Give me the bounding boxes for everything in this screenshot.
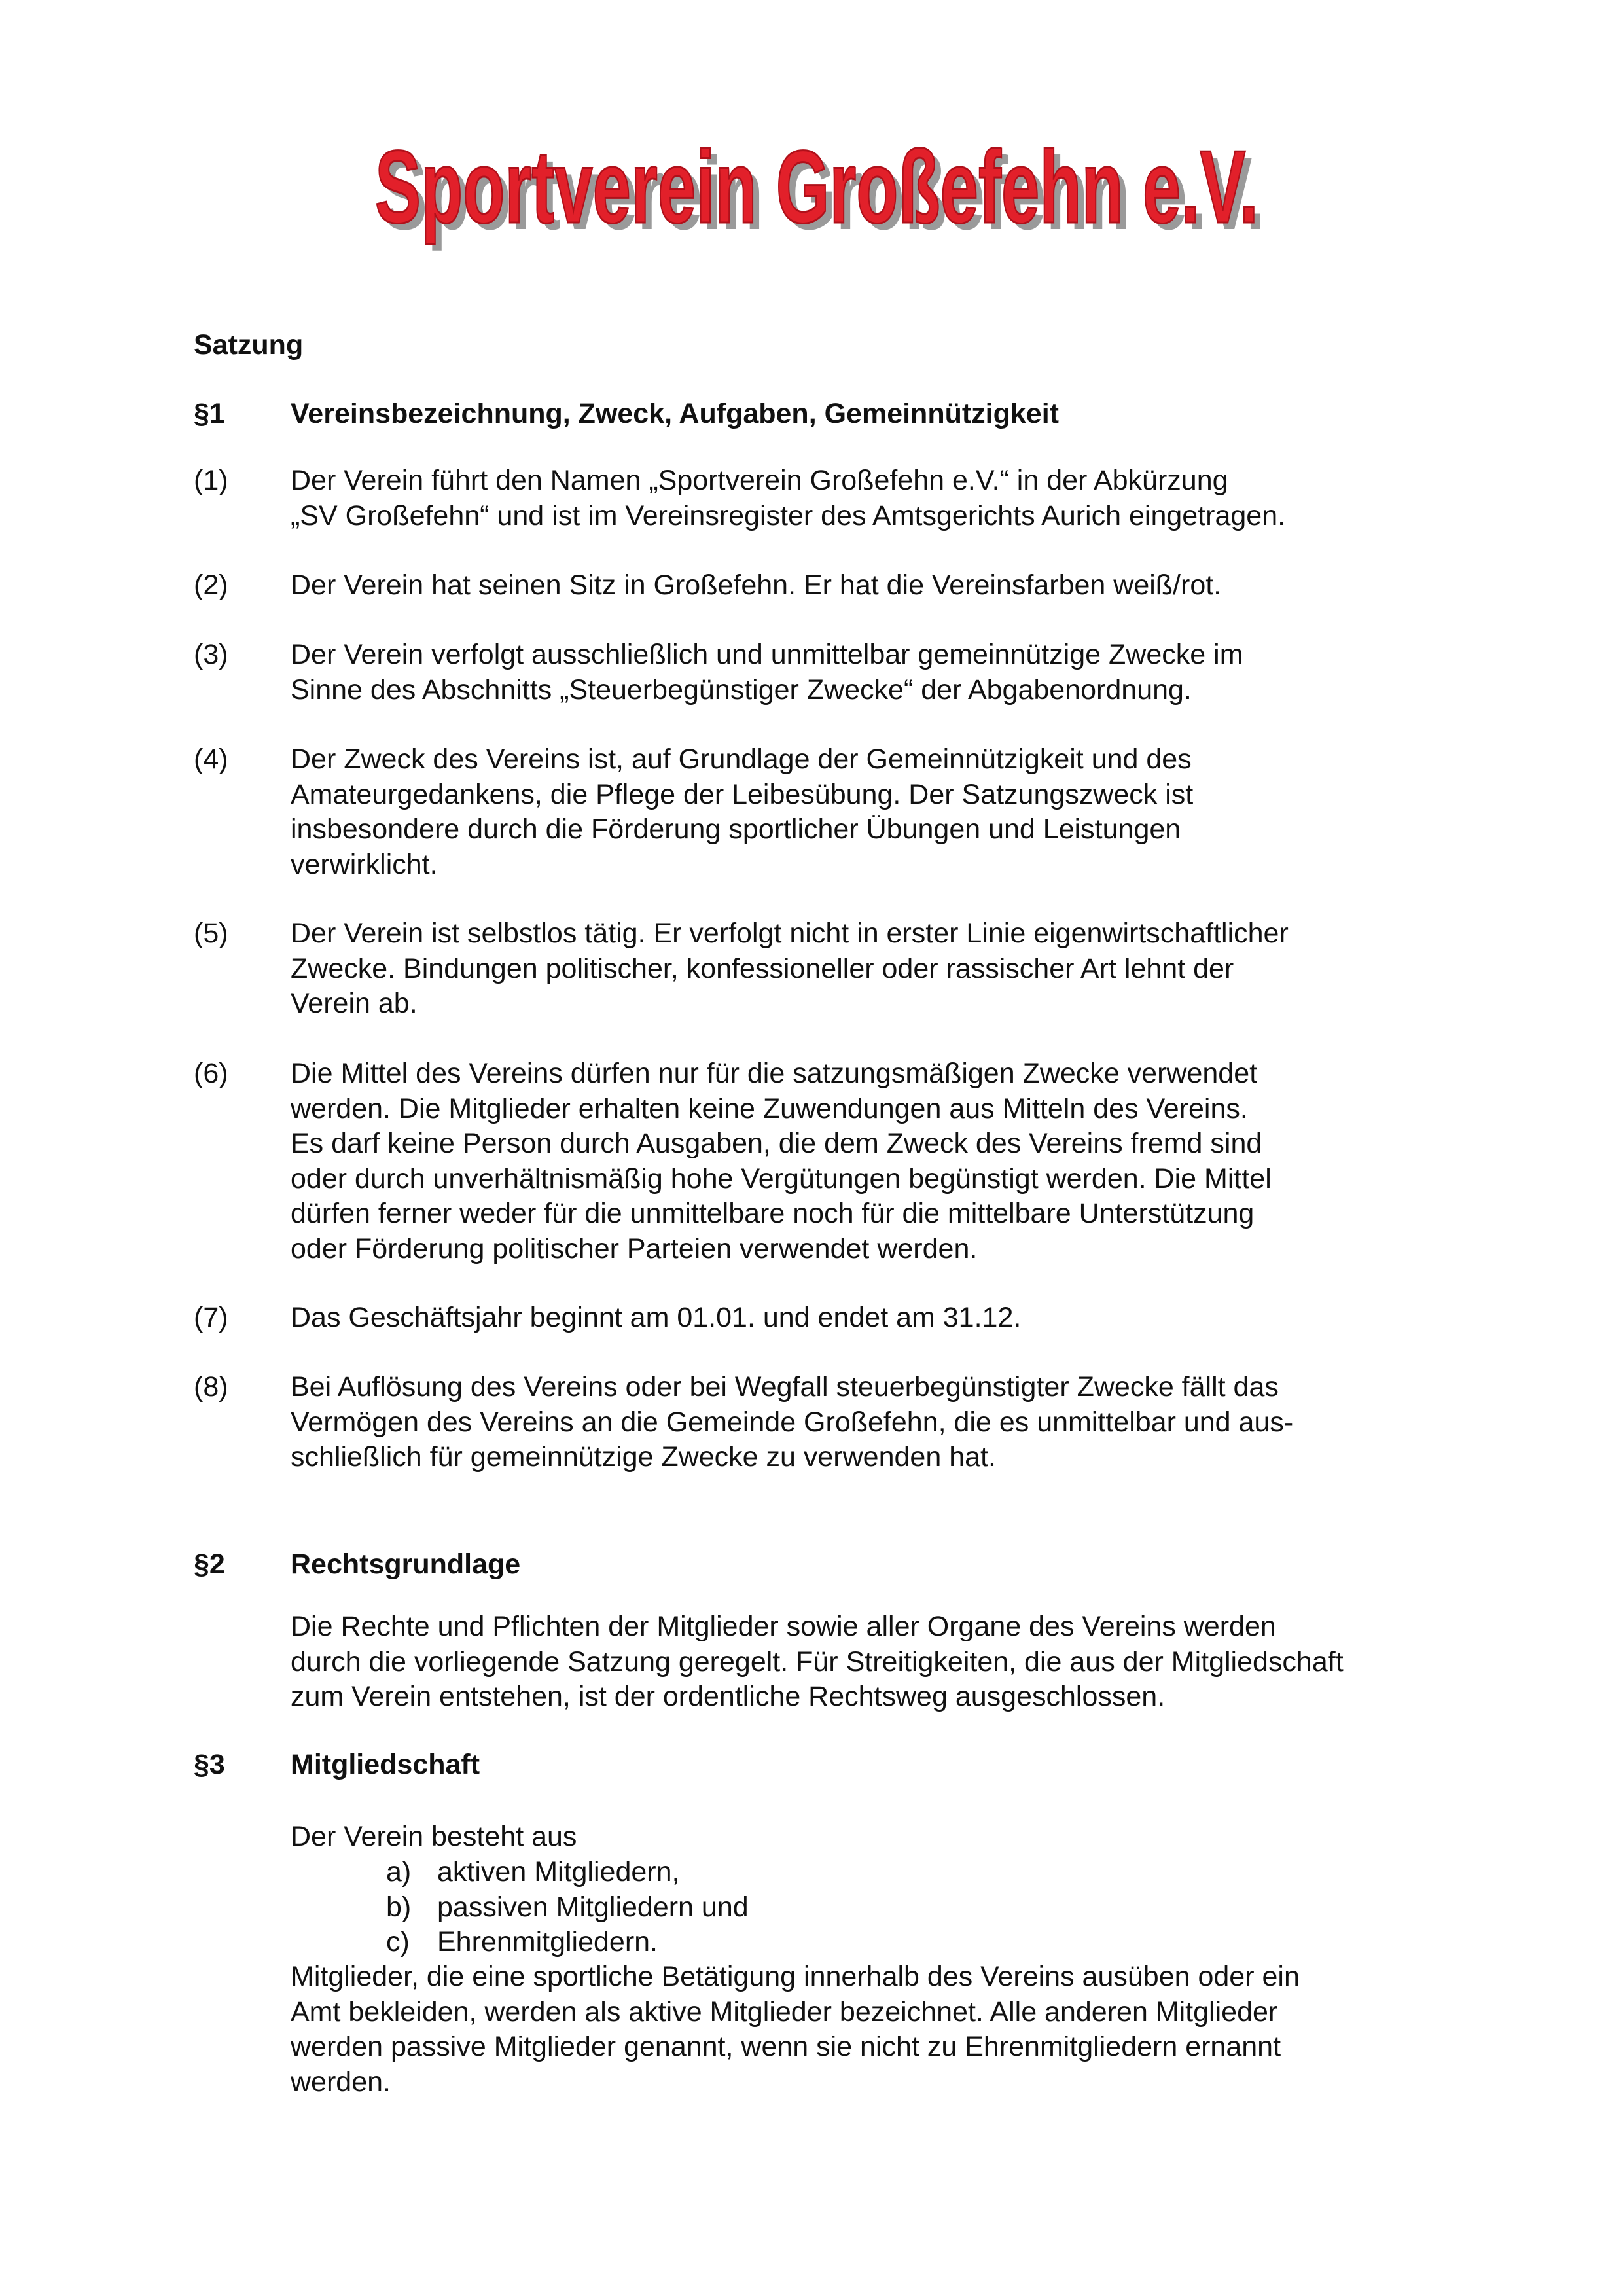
section-title: Rechtsgrundlage [291, 1549, 521, 1580]
paragraph-number: (7) [194, 1302, 228, 1333]
section-3-text: Mitglieder, die eine sportliche Betätigung innerhalb des Vereins ausüben oder ein Amt bekleiden, werden als aktive Mitglieder bezeichnet. Alle anderen Mitglieder werden passive Mitglieder genannt, wenn sie nicht zu Ehrenmitgliedern ernannt werden. [291, 1961, 1300, 2098]
membership-types-list [386, 1855, 749, 1960]
paragraph-text: Der Verein führt den Namen „Sportverein Großefehn e.V.“ in der Abkürzung „SV Großefehn“ und ist im Vereinsregister des Amtsgerichts Aurich eingetragen. [291, 465, 1286, 531]
paragraph-1-4 [194, 742, 1437, 882]
section-3-intro: Der Verein besteht aus [291, 1821, 577, 1852]
paragraph-text: Der Verein ist selbstlos tätig. Er verfolgt nicht in erster Linie eigenwirtschaftlicher Zwecke. Bindungen politischer, konfessioneller oder rassischer Art lehnt der Verein ab. [291, 918, 1289, 1019]
list-item-text: Ehrenmitgliedern. [437, 1926, 658, 1958]
section-2-heading [194, 1549, 520, 1581]
logo-text: Sportverein Großefehn e.V. [375, 130, 1258, 245]
list-marker: c) [386, 1926, 410, 1958]
paragraph-text: Bei Auflösung des Vereins oder bei Wegfall steuerbegünstigter Zwecke fällt das Vermögen des Vereins an die Gemeinde Großefehn, die es unmittelbar und aus- schließlich für gemeinnützige Zwecke zu verwenden hat. [291, 1371, 1294, 1473]
paragraph-number: (5) [194, 918, 228, 949]
list-item [386, 1925, 749, 1960]
paragraph-number: (2) [194, 569, 228, 601]
paragraph-1-8 [194, 1370, 1437, 1475]
list-marker: a) [386, 1856, 412, 1888]
paragraph-number: (3) [194, 639, 228, 670]
list-item-text: aktiven Mitgliedern, [437, 1856, 680, 1888]
list-item [386, 1855, 749, 1890]
section-number: §1 [194, 398, 225, 429]
paragraph-number: (1) [194, 465, 228, 496]
section-1-heading [194, 398, 1059, 430]
paragraph-text: Der Zweck des Vereins ist, auf Grundlage der Gemeinnützigkeit und des Amateurgedankens, die Pflege der Leibesübung. Der Satzungszweck ist insbesondere durch die Förderung sportlicher Übungen und Leistungen verwirklicht. [291, 744, 1194, 880]
paragraph-text: Das Geschäftsjahr beginnt am 01.01. und endet am 31.12. [291, 1302, 1022, 1333]
paragraph-1-6 [194, 1056, 1437, 1266]
section-title: Mitgliedschaft [291, 1749, 480, 1780]
paragraph-1-5 [194, 916, 1437, 1022]
paragraph-number: (4) [194, 744, 228, 775]
paragraph-text: Der Verein verfolgt ausschließlich und unmittelbar gemeinnützige Zwecke im Sinne des Abschnitts „Steuerbegünstiger Zwecke“ der Abgabenordnung. [291, 639, 1243, 706]
section-number: §3 [194, 1749, 225, 1780]
section-3-heading [194, 1749, 480, 1781]
paragraph-text: Die Mittel des Vereins dürfen nur für die satzungsmäßigen Zwecke verwendet werden. Die Mitglieder erhalten keine Zuwendungen aus Mitteln des Vereins. Es darf keine Person durch Ausgaben, die dem Zweck des Vereins fremd sind oder durch unverhältnismäßig hohe Vergütungen begünstigt werden. Die Mittel dürfen ferner weder für die unmittelbare noch für die mittelbare Unterstützung oder Förderung politischer Parteien verwendet werden. [291, 1058, 1272, 1265]
paragraph-number: (8) [194, 1371, 228, 1403]
list-marker: b) [386, 1891, 412, 1923]
list-item-text: passiven Mitgliedern und [437, 1891, 749, 1923]
paragraph-1-2 [194, 568, 1437, 603]
paragraph-text: Der Verein hat seinen Sitz in Großefehn. Er hat die Vereinsfarben weiß/rot. [291, 569, 1222, 601]
club-logo [347, 117, 1289, 274]
document-title: Satzung [194, 329, 304, 361]
section-2-text: Die Rechte und Pflichten der Mitglieder sowie aller Organe des Vereins werden durch die vorliegende Satzung geregelt. Für Streitigkeiten, die aus der Mitgliedschaft zum Verein entstehen, ist der ordentliche Rechtsweg ausgeschlossen. [291, 1611, 1344, 1712]
paragraph-1-3 [194, 637, 1437, 708]
paragraph-number: (6) [194, 1058, 228, 1089]
paragraph-1-1 [194, 463, 1437, 533]
section-title: Vereinsbezeichnung, Zweck, Aufgaben, Gemeinnützigkeit [291, 398, 1059, 429]
logo-shadow: Sportverein Großefehn e.V. [382, 136, 1265, 251]
section-number: §2 [194, 1549, 225, 1580]
paragraph-1-7 [194, 1300, 1437, 1336]
list-item [386, 1890, 749, 1926]
